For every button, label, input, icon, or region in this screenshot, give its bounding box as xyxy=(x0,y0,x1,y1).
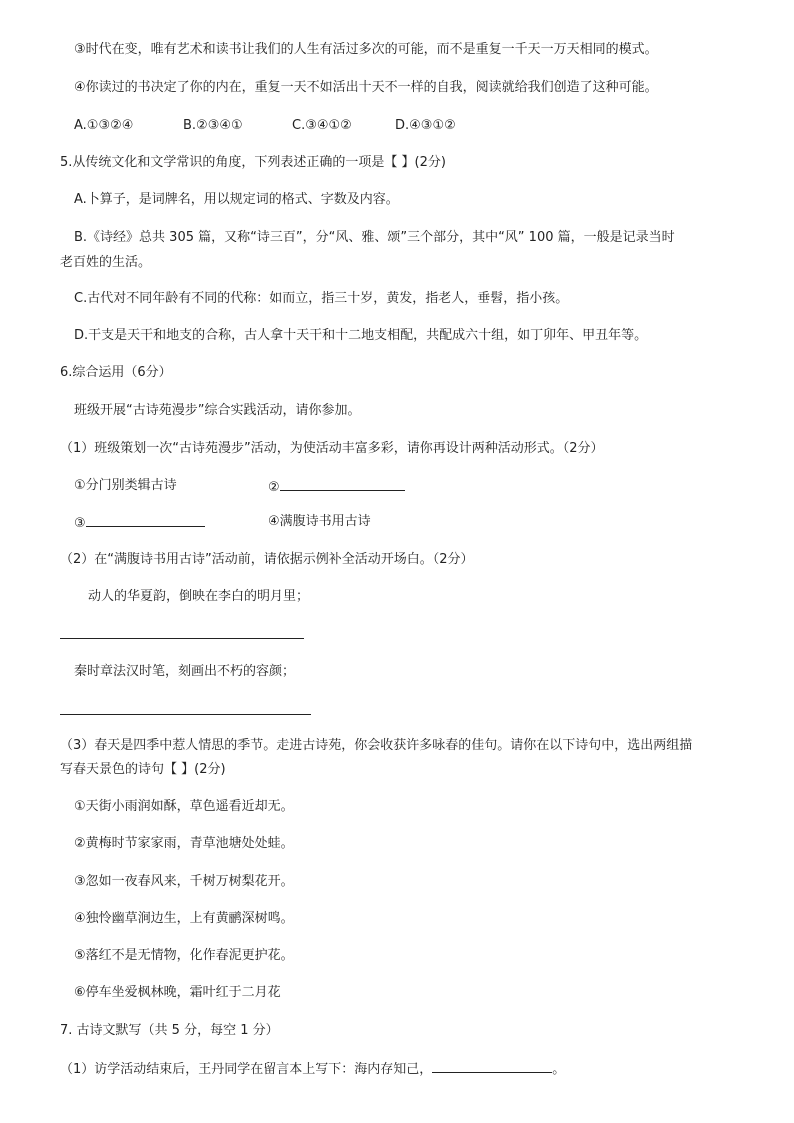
q5-stem: 5.从传统文化和文学常识的角度，下列表述正确的一项是【 】(2分) xyxy=(60,155,446,170)
form-3-label: ③ xyxy=(74,516,86,531)
poem-5: ⑤落红不是无情物，化作春泥更护花。 xyxy=(74,948,294,963)
q6-part2-example-1: 动人的华夏韵，倒映在李白的明月里； xyxy=(88,589,310,604)
poem-1: ①天街小雨润如酥，草色遥看近却无。 xyxy=(74,799,294,814)
q6-part3-question-line1: （3）春天是四季中惹人情思的季节。走进古诗苑，你会收获许多咏春的佳句。请你在以下诗句中，选出两组描 xyxy=(60,738,693,753)
q6-part1-form-1: ①分门别类辑古诗 xyxy=(74,478,177,493)
q5-option-b-line2: 老百姓的生活。 xyxy=(60,255,152,270)
form-2-answer-blank[interactable] xyxy=(280,477,405,491)
q4-item-3: ③时代在变，唯有艺术和读书让我们的人生有活过多次的可能，而不是重复一千天一万天相同的模式。 xyxy=(74,42,658,57)
q7-part1-answer-blank[interactable] xyxy=(432,1059,552,1073)
poem-2: ②黄梅时节家家雨，青草池塘处处蛙。 xyxy=(74,836,294,851)
q6-part1-form-4: ④满腹诗书用古诗 xyxy=(268,514,371,529)
form-3-answer-blank[interactable] xyxy=(86,513,205,527)
q4-options xyxy=(74,117,456,135)
q6-part1-form-2 xyxy=(268,477,405,497)
q6-part1-form-3 xyxy=(74,513,205,533)
q6-part3-question-line2: 写春天景色的诗句【 】(2分) xyxy=(60,762,226,777)
q7-part1-period: 。 xyxy=(552,1062,566,1077)
q4-item-4: ④你读过的书决定了你的内在，重复一天不如活出十天不一样的自我，阅读就给我们创造了这种可能。 xyxy=(74,80,658,95)
poem-6: ⑥停车坐爱枫林晚，霜叶红于二月花 xyxy=(74,985,281,1000)
form-2-label: ② xyxy=(268,480,280,495)
q7-part1-text: （1）访学活动结束后，王丹同学在留言本上写下：海内存知己， xyxy=(60,1062,433,1077)
q7-part1 xyxy=(60,1059,565,1079)
q6-part2-answer-line-2[interactable] xyxy=(60,714,311,715)
q6-stem: 6.综合运用（6分） xyxy=(60,365,172,380)
q5-option-a: A.卜算子，是词牌名，用以规定词的格式、字数及内容。 xyxy=(74,192,399,207)
poem-3: ③忽如一夜春风来，千树万树梨花开。 xyxy=(74,874,294,889)
q6-part2-answer-line-1[interactable] xyxy=(60,638,304,639)
q4-option-c: C.③④①② xyxy=(292,118,352,133)
poem-4: ④独怜幽草涧边生，上有黄鹂深树鸣。 xyxy=(74,911,294,926)
q4-option-a: A.①③②④ xyxy=(74,118,134,133)
q4-option-d: D.④③①② xyxy=(395,118,456,133)
q6-intro: 班级开展“古诗苑漫步”综合实践活动，请你参加。 xyxy=(74,403,361,418)
q7-stem: 7. 古诗文默写（共 5 分，每空 1 分） xyxy=(60,1023,279,1038)
q5-option-b-line1: B.《诗经》总共 305 篇，又称“诗三百”，分“风、雅、颂”三个部分，其中“风” 100 篇，一般是记录当时 xyxy=(74,230,675,245)
q6-part1-question: （1）班级策划一次“古诗苑漫步”活动，为使活动丰富多彩，请你再设计两种活动形式。（2分） xyxy=(60,441,604,456)
q6-part2-example-2: 秦时章法汉时笔，刻画出不朽的容颜； xyxy=(74,664,296,679)
q4-option-b: B.②③④① xyxy=(183,118,243,133)
q5-option-d: D.干支是天干和地支的合称，古人拿十天干和十二地支相配，共配成六十组，如丁卯年、甲丑年等。 xyxy=(74,328,648,343)
q6-part2-question: （2）在“满腹诗书用古诗”活动前，请依据示例补全活动开场白。（2分） xyxy=(60,552,474,567)
q5-option-c: C.古代对不同年龄有不同的代称：如而立，指三十岁，黄发，指老人，垂髫，指小孩。 xyxy=(74,291,569,306)
